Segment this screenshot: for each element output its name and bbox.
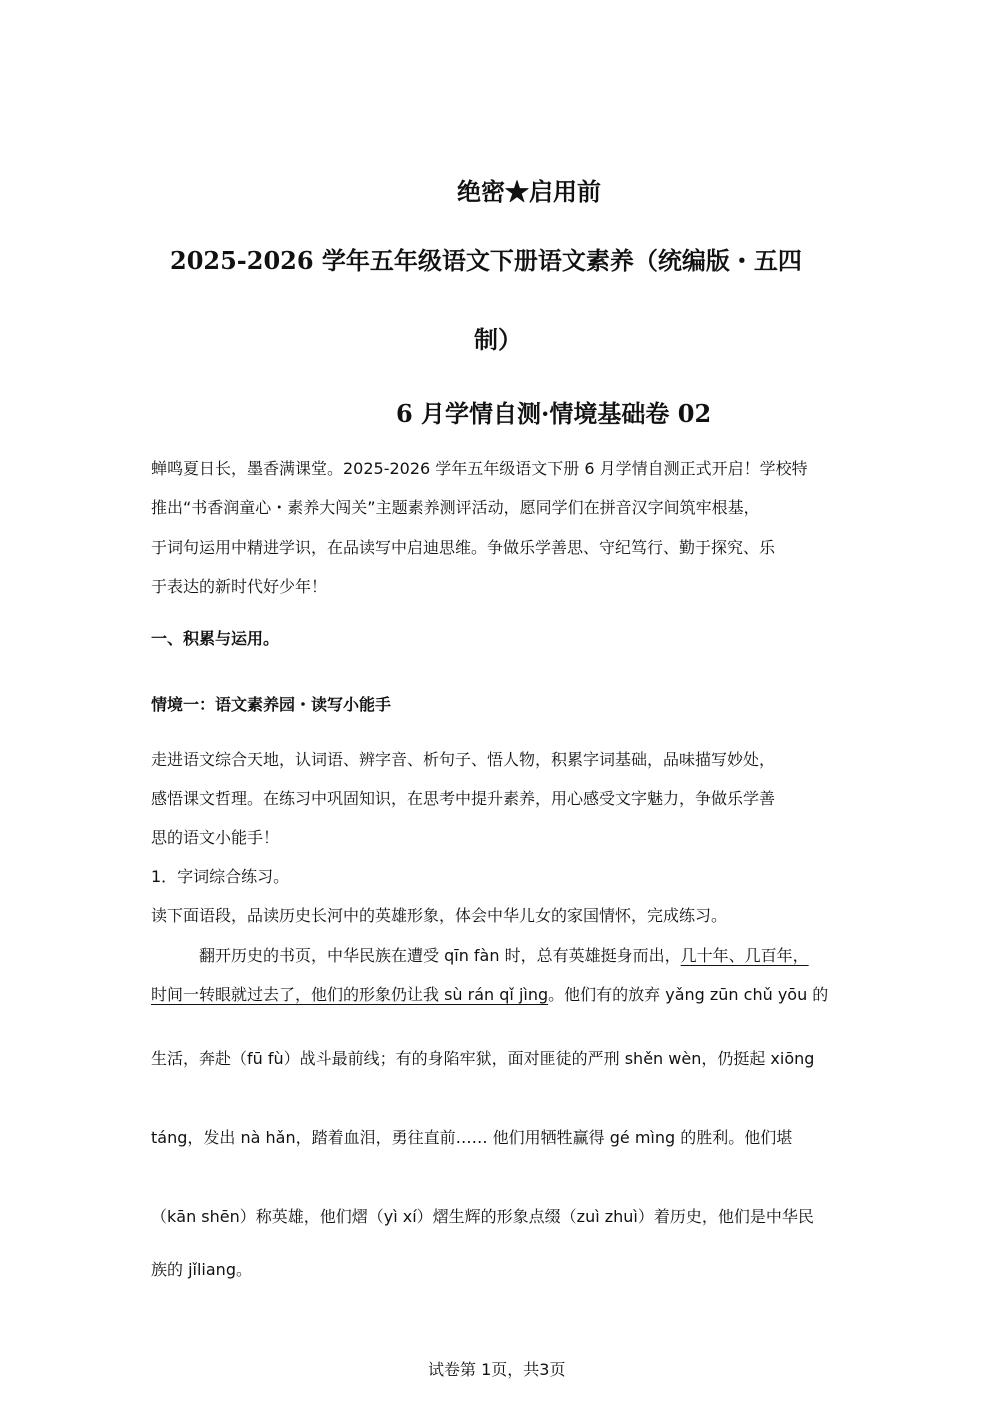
passage-line-2 <box>151 982 828 1005</box>
passage-text: 翻开历史的书页，中华民族在遭受 qīn fàn 时，总有英雄挺身而出， <box>199 946 681 965</box>
passage-text: 。他们有的放弃 yǎng zūn chǔ yōu 的 <box>548 985 829 1004</box>
passage-line-3: 生活，奔赴（fū fù）战斗最前线；有的身陷牢狱，面对匪徒的严刑 shěn wèn，仍挺起 xiōng <box>151 1049 815 1068</box>
intro-line-2: 推出“书香润童心・素养大闯关”主题素养测评活动，愿同学们在拼音汉字间筑牢根基， <box>151 498 760 517</box>
passage-line-5: （kān shēn）称英雄，他们熠（yì xí）熠生辉的形象点缀（zuì zhuì）着历史，他们是中华民 <box>151 1207 814 1226</box>
secret-label: 绝密★启用前 <box>457 177 601 206</box>
question-instruction: 读下面语段，品读历史长河中的英雄形象，体会中华儿女的家国情怀，完成练习。 <box>151 906 728 925</box>
exam-title-line1: 2025-2026 学年五年级语文下册语文素养（统编版・五四 <box>170 246 802 275</box>
intro-line-1: 蝉鸣夏日长，墨香满课堂。2025-2026 学年五年级语文下册 6 月学情自测正式开启！学校特 <box>151 459 808 478</box>
exam-subtitle: 6 月学情自测·情境基础卷 02 <box>396 399 712 428</box>
intro-line-3: 于词句运用中精进学识，在品读写中启迪思维。争做乐学善思、守纪笃行、勤于探究、乐 <box>151 538 776 557</box>
passage-line-4: táng，发出 nà hǎn，踏着血泪，勇往直前…… 他们用牺牲赢得 gé mìng 的胜利。他们堪 <box>151 1128 793 1147</box>
question-number: 1．字词综合练习。 <box>151 867 290 886</box>
scene-desc-line-3: 思的语文小能手！ <box>151 828 280 847</box>
underlined-sentence: 时间一转眼就过去了，他们的形象仍让我 sù rán qǐ jìng <box>151 985 549 1004</box>
passage-line-6: 族的 jǐliang。 <box>151 1260 252 1279</box>
intro-line-4: 于表达的新时代好少年！ <box>151 577 328 596</box>
scene-desc-line-2: 感悟课文哲理。在练习中巩固知识，在思考中提升素养，用心感受文字魅力，争做乐学善 <box>151 789 776 808</box>
scene-desc-line-1: 走进语文综合天地，认词语、辨字音、析句子、悟人物，积累字词基础，品味描写妙处， <box>151 750 776 769</box>
passage-line-1 <box>199 943 809 966</box>
page-number: 试卷第 1页，共3页 <box>428 1360 566 1379</box>
exam-title-line2: 制） <box>474 325 522 354</box>
underlined-sentence: 几十年、几百年， <box>680 946 809 965</box>
scene-heading: 情境一：语文素养园・读写小能手 <box>151 695 392 714</box>
section-heading: 一、积累与运用。 <box>151 629 280 648</box>
